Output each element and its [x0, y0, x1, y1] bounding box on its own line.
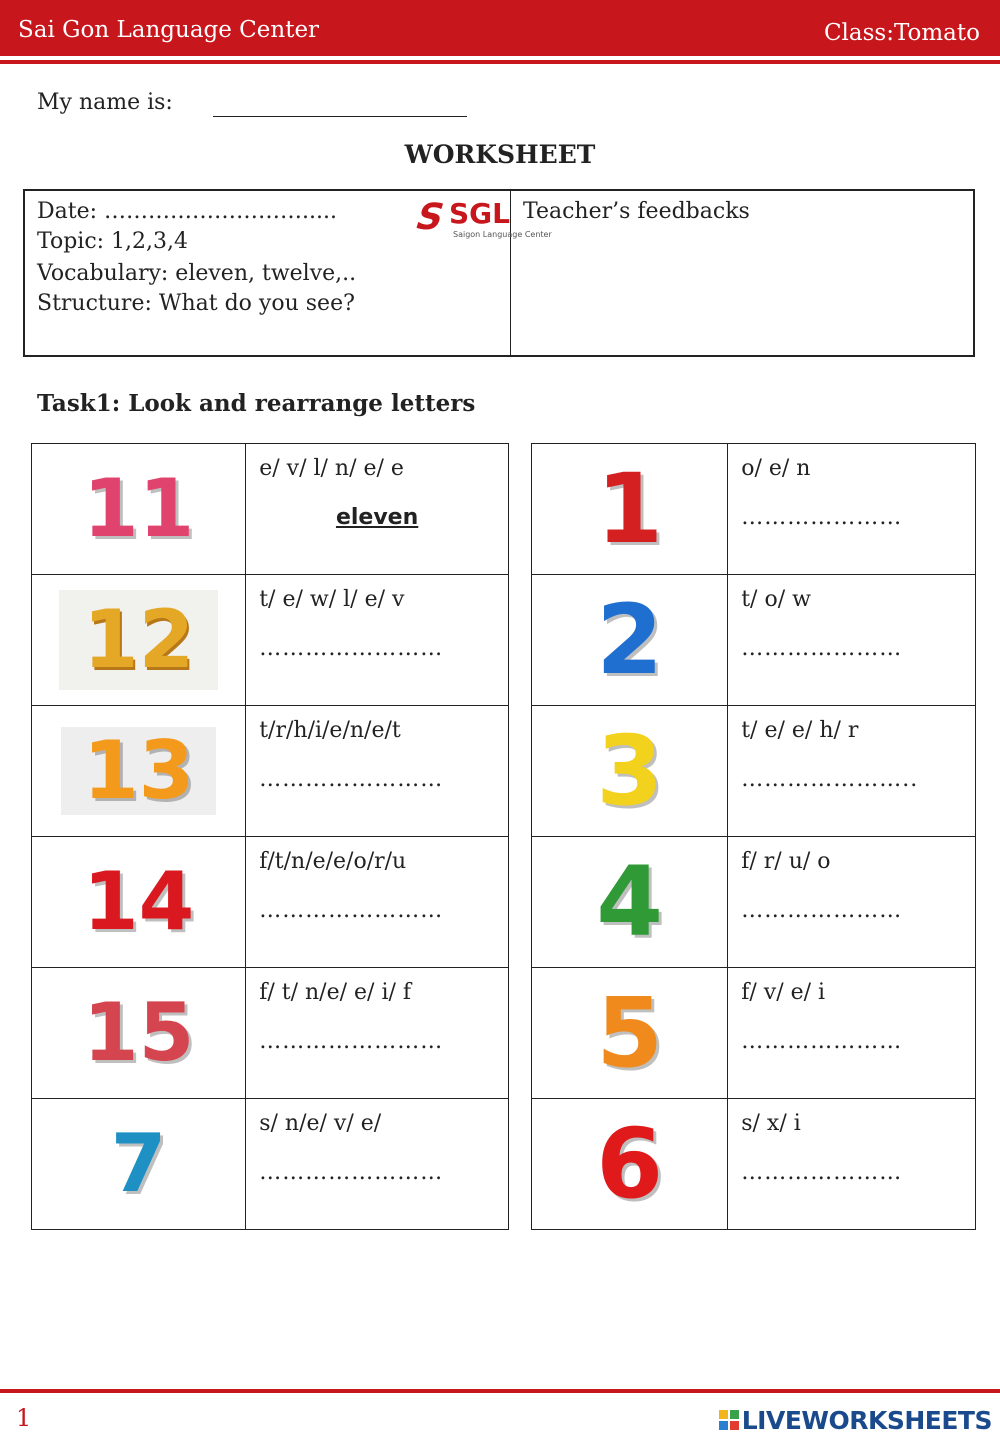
sgl-logo: [410, 195, 552, 241]
task-row: [532, 837, 976, 968]
number-picture-cell: [532, 444, 728, 575]
number-14-icon: 14: [82, 855, 195, 948]
number-picture: [32, 968, 245, 1098]
header-divider: [0, 60, 1000, 64]
vocabulary-line: Vocabulary: eleven, twelve,..: [37, 261, 357, 286]
number-picture: [32, 706, 245, 836]
letters-cell: [728, 1099, 976, 1230]
number-picture-cell: [32, 575, 246, 706]
number-2-icon: 2: [596, 584, 663, 696]
answer-blank[interactable]: …………………: [741, 898, 903, 923]
number-6-icon: 6: [596, 1108, 663, 1220]
number-picture-cell: [32, 1099, 246, 1230]
number-picture-cell: [32, 837, 246, 968]
example-answer: eleven: [335, 505, 419, 530]
number-15-icon: 15: [82, 986, 195, 1079]
letters-cell: [246, 444, 509, 575]
school-name: Sai Gon Language Center: [18, 17, 320, 43]
number-picture-cell: [532, 968, 728, 1099]
task-row: [532, 444, 976, 575]
scrambled-letters: f/t/n/e/e/o/r/u: [259, 849, 407, 874]
answer-blank[interactable]: ……………………: [259, 636, 444, 661]
number-12-icon: 12: [59, 590, 218, 690]
class-label: Class:Tomato: [823, 20, 980, 46]
task-row: [32, 837, 509, 968]
task-row: [32, 444, 509, 575]
scrambled-letters: t/ e/ w/ l/ e/ v: [259, 587, 405, 612]
number-picture-cell: [32, 444, 246, 575]
number-picture-cell: [532, 1099, 728, 1230]
letters-cell: [728, 444, 976, 575]
task-row: [32, 575, 509, 706]
scrambled-letters: t/ o/ w: [741, 587, 811, 612]
scrambled-letters: e/ v/ l/ n/ e/ e: [259, 456, 404, 481]
answer-blank[interactable]: …………………: [741, 636, 903, 661]
letters-cell: [246, 575, 509, 706]
number-picture: [532, 1099, 727, 1229]
scrambled-letters: s/ n/e/ v/ e/: [259, 1111, 382, 1136]
name-label: My name is:: [37, 90, 173, 115]
number-7-icon: 7: [110, 1117, 167, 1210]
number-picture: [32, 575, 245, 705]
scrambled-letters: t/ e/ e/ h/ r: [741, 718, 859, 743]
scrambled-letters: s/ x/ i: [741, 1111, 801, 1136]
liveworksheets-brand: LIVEWORKSHEETS: [741, 1405, 992, 1435]
sgl-logo-word: SGL: [449, 197, 510, 230]
answer-blank[interactable]: …………………..: [741, 767, 919, 792]
task-row: [532, 1099, 976, 1230]
number-picture-cell: [32, 706, 246, 837]
teacher-feedback-label: Teacher’s feedbacks: [523, 199, 750, 224]
liveworksheets-tiles-icon: [719, 1410, 739, 1430]
task-row: [32, 1099, 509, 1230]
number-13-icon: 13: [61, 727, 216, 815]
scrambled-letters: o/ e/ n: [741, 456, 811, 481]
letters-cell: [246, 706, 509, 837]
answer-blank[interactable]: ……………………: [259, 1029, 444, 1054]
letters-cell: [246, 837, 509, 968]
number-picture-cell: [32, 968, 246, 1099]
letters-cell: [728, 968, 976, 1099]
scrambled-letters: f/ v/ e/ i: [741, 980, 826, 1005]
task-title: Task1: Look and rearrange letters: [37, 390, 476, 417]
number-picture: [532, 575, 727, 705]
number-picture: [532, 968, 727, 1098]
number-picture: [532, 837, 727, 967]
answer-blank[interactable]: …………………: [741, 1029, 903, 1054]
number-4-icon: 4: [596, 846, 663, 958]
task-row: [532, 968, 976, 1099]
answer-blank[interactable]: …………………: [741, 1160, 903, 1185]
number-picture: [32, 444, 245, 574]
number-picture: [532, 444, 727, 574]
letters-cell: [246, 968, 509, 1099]
page-number: 1: [16, 1404, 32, 1432]
topic-line: Topic: 1,2,3,4: [37, 229, 189, 254]
answer-blank[interactable]: ……………………: [259, 767, 444, 792]
right-task-table: [531, 443, 976, 1230]
date-line: Date: ……………………….....: [37, 199, 337, 224]
task-row: [532, 575, 976, 706]
scrambled-letters: t/r/h/i/e/n/e/t: [259, 718, 401, 743]
number-picture: [32, 1099, 245, 1229]
task-row: [32, 706, 509, 837]
number-picture: [532, 706, 727, 836]
scrambled-letters: f/ t/ n/e/ e/ i/ f: [259, 980, 412, 1005]
task-row: [532, 706, 976, 837]
sgl-logo-subtitle: Saigon Language Center: [453, 230, 552, 239]
lesson-info: [25, 191, 552, 355]
number-5-icon: 5: [596, 977, 663, 1089]
number-picture-cell: [532, 575, 728, 706]
letters-cell: [728, 837, 976, 968]
left-task-table: [31, 443, 509, 1230]
number-1-icon: 1: [596, 453, 663, 565]
info-box: [23, 189, 975, 357]
answer-blank[interactable]: ……………………: [259, 1160, 444, 1185]
number-11-icon: 11: [82, 462, 195, 555]
number-3-icon: 3: [596, 715, 663, 827]
letters-cell: [728, 575, 976, 706]
worksheet-title: WORKSHEET: [404, 140, 596, 169]
letters-cell: [728, 706, 976, 837]
liveworksheets-logo: [719, 1405, 992, 1435]
letters-cell: [246, 1099, 509, 1230]
footer-divider: [0, 1389, 1000, 1393]
scrambled-letters: f/ r/ u/ o: [741, 849, 831, 874]
number-picture-cell: [532, 837, 728, 968]
structure-line: Structure: What do you see?: [37, 291, 355, 316]
name-input-line[interactable]: [213, 116, 467, 117]
task-row: [32, 968, 509, 1099]
number-picture-cell: [532, 706, 728, 837]
page-header: [0, 0, 1000, 56]
answer-blank[interactable]: …………………: [741, 505, 903, 530]
number-picture: [32, 837, 245, 967]
sgl-logo-mark-icon: S: [410, 197, 450, 238]
answer-blank[interactable]: ……………………: [259, 898, 444, 923]
